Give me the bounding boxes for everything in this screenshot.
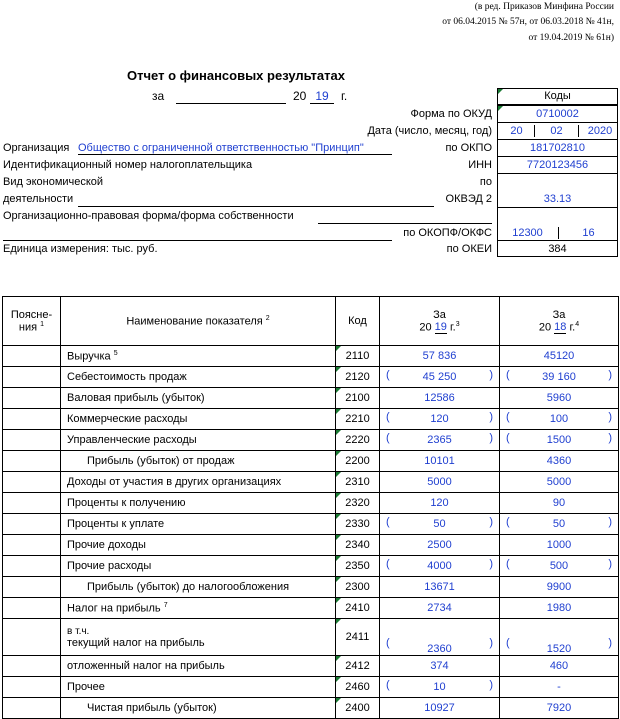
row-explanation-cell (3, 367, 61, 388)
open-paren: ( (506, 369, 510, 381)
close-paren: ) (489, 369, 493, 381)
row-code-cell (336, 598, 380, 619)
row-previous-value-value: 1980 (546, 602, 572, 614)
row-name-cell (61, 493, 336, 514)
row-current-value-value: 10927 (424, 702, 455, 714)
okud-code[interactable]: 0710002 (536, 108, 579, 120)
header-code (336, 297, 380, 346)
close-paren: ) (608, 369, 612, 381)
row-current-value-value: 50 (433, 518, 446, 530)
row-previous-value-value: - (557, 681, 561, 693)
row-name-text: Чистая прибыль (убыток) (87, 702, 217, 714)
codes-header (497, 88, 618, 105)
inn-code[interactable]: 7720123456 (526, 159, 589, 171)
row-code-text: 2460 (345, 681, 370, 693)
organization-name[interactable]: Общество с ограниченной ответственностью "Принцип" (78, 142, 392, 155)
date-month[interactable]: 02 (535, 125, 579, 137)
row-previous-value[interactable] (500, 677, 619, 698)
row-code-text: 2411 (345, 631, 370, 643)
table-row (3, 577, 619, 598)
row-explanation-cell (3, 409, 61, 430)
close-paren: ) (608, 516, 612, 528)
row-previous-value[interactable] (500, 535, 619, 556)
okud-label: Форма по ОКУД (410, 108, 492, 120)
row-previous-value[interactable] (500, 367, 619, 388)
date-day[interactable]: 20 (499, 125, 535, 137)
row-current-value-value: 5000 (427, 476, 452, 488)
edition-note-line-1: (в ред. Приказов Минфина России (474, 2, 614, 12)
codes-header-text: Коды (544, 90, 571, 102)
row-name-cell (61, 514, 336, 535)
row-name-text: отложенный налог на прибыль (67, 660, 225, 672)
row-code-cell (336, 472, 380, 493)
header-name (61, 297, 336, 346)
okopf-label: по ОКОПФ/ОКФС (403, 227, 492, 239)
row-previous-value-value: 7920 (546, 702, 572, 714)
row-name-text: текущий налог на прибыль (67, 636, 205, 649)
open-paren: ( (386, 411, 390, 423)
row-name-prefix: в т.ч. (67, 625, 90, 637)
header-prev-sup: 4 (575, 320, 580, 328)
row-name-text: Коммерческие расходы (67, 413, 188, 425)
row-name-sup: 5 (113, 349, 118, 357)
edition-note-line-3: от 19.04.2019 № 61н) (528, 33, 614, 43)
row-previous-value[interactable] (500, 619, 619, 656)
row-code-text: 2330 (345, 518, 370, 530)
table-row (3, 367, 619, 388)
header-prev-20: 20 (538, 321, 552, 334)
row-code-cell (336, 556, 380, 577)
financial-results-table (2, 296, 619, 719)
row-name-cell (61, 346, 336, 367)
row-name-text: Прибыль (убыток) до налогообложения (87, 581, 290, 593)
row-name-cell (61, 598, 336, 619)
row-name-cell (61, 409, 336, 430)
row-name-text: Доходы от участия в других организациях (67, 476, 282, 488)
row-current-value[interactable] (380, 535, 500, 556)
row-previous-value[interactable] (500, 409, 619, 430)
row-previous-value-value: 1500 (546, 434, 572, 446)
okved-code[interactable]: 33.13 (543, 193, 572, 205)
row-name-cell (61, 619, 336, 656)
row-previous-value-value: 1000 (546, 539, 572, 551)
row-current-value-value: 13671 (424, 581, 455, 593)
header-current-period (380, 297, 500, 346)
row-current-value-value: 45 250 (422, 371, 457, 383)
table-row (3, 619, 619, 656)
row-name-cell (61, 677, 336, 698)
row-current-value-value: 120 (430, 497, 449, 509)
okfs-code[interactable]: 16 (582, 227, 595, 239)
open-paren: ( (506, 411, 510, 423)
row-current-value[interactable] (380, 577, 500, 598)
close-paren: ) (608, 637, 612, 649)
row-explanation-cell (3, 577, 61, 598)
open-paren: ( (386, 432, 390, 444)
row-code-text: 2410 (345, 602, 370, 614)
table-row (3, 451, 619, 472)
edition-note-line-2: от 06.04.2015 № 57н, от 06.03.2018 № 41н, (442, 17, 614, 27)
row-explanation-cell (3, 556, 61, 577)
row-explanation-cell (3, 619, 61, 656)
period-blank (176, 103, 286, 104)
header-explanation-text: Поясне-ния (10, 308, 53, 334)
row-current-value[interactable] (380, 367, 500, 388)
row-previous-value[interactable] (500, 451, 619, 472)
row-code-cell (336, 430, 380, 451)
row-code-text: 2412 (345, 660, 370, 672)
row-previous-value-value: 5960 (546, 392, 572, 404)
open-paren: ( (506, 516, 510, 528)
header-explanation (3, 297, 61, 346)
table-header-row (3, 297, 619, 346)
okopf-code[interactable]: 12300 (497, 227, 559, 239)
activity-blank (78, 206, 434, 207)
row-previous-value[interactable] (500, 598, 619, 619)
close-paren: ) (608, 558, 612, 570)
row-name-cell (61, 388, 336, 409)
table-row (3, 493, 619, 514)
row-current-value-value: 57 836 (422, 350, 457, 362)
close-paren: ) (489, 637, 493, 649)
row-code-cell (336, 514, 380, 535)
open-paren: ( (386, 369, 390, 381)
activity-label-2: деятельности (3, 193, 74, 205)
row-explanation-cell (3, 346, 61, 367)
row-previous-value-value: 39 160 (542, 371, 576, 383)
open-paren: ( (506, 637, 510, 649)
legal-form-label: Организационно-правовая форма/форма собственности (3, 210, 294, 222)
date-label: Дата (число, месяц, год) (367, 125, 492, 137)
row-code-text: 2350 (345, 560, 370, 572)
row-explanation-cell (3, 598, 61, 619)
row-explanation-cell (3, 656, 61, 677)
header-prev-za: За (552, 308, 566, 321)
row-name-text: Налог на прибыль (67, 602, 161, 615)
row-current-value-value: 2734 (427, 602, 452, 614)
row-name-cell (61, 451, 336, 472)
okved-label-2: ОКВЭД 2 (445, 193, 492, 205)
row-name-text: Прибыль (убыток) от продаж (87, 455, 235, 467)
row-code-cell (336, 388, 380, 409)
report-title: Отчет о финансовых результатах (127, 68, 345, 83)
table-row (3, 346, 619, 367)
row-current-value[interactable] (380, 514, 500, 535)
row-previous-value-value: 4360 (546, 455, 572, 467)
close-paren: ) (608, 432, 612, 444)
row-explanation-cell (3, 677, 61, 698)
row-current-value[interactable] (380, 556, 500, 577)
row-code-cell (336, 367, 380, 388)
close-paren: ) (489, 516, 493, 528)
table-row (3, 430, 619, 451)
row-name-text: Прочие расходы (67, 560, 152, 572)
period-suffix: г. (341, 89, 348, 103)
header-cur-za: За (433, 308, 446, 321)
header-prev-year[interactable]: 18 (554, 321, 567, 334)
header-explanation-sup: 1 (40, 320, 45, 328)
row-previous-value[interactable] (500, 472, 619, 493)
row-code-cell (336, 619, 380, 656)
close-paren: ) (608, 411, 612, 423)
row-code-text: 2320 (345, 497, 370, 509)
open-paren: ( (386, 679, 390, 691)
row-code-text: 2220 (345, 434, 370, 446)
row-name-text: Проценты к получению (67, 497, 186, 509)
row-current-value-value: 2365 (427, 434, 452, 446)
row-previous-value-value: 9900 (546, 581, 572, 593)
activity-label-1: Вид экономической (3, 176, 104, 188)
row-previous-value-value: 5000 (546, 476, 572, 488)
table-row (3, 409, 619, 430)
close-paren: ) (489, 679, 493, 691)
row-explanation-cell (3, 472, 61, 493)
table-body (3, 346, 619, 719)
row-previous-value[interactable] (500, 430, 619, 451)
row-code-text: 2300 (345, 581, 370, 593)
row-current-value-value: 10 (433, 681, 446, 693)
row-previous-value-value: 100 (549, 413, 569, 425)
row-name-cell (61, 656, 336, 677)
row-current-value[interactable] (380, 409, 500, 430)
close-paren: ) (489, 558, 493, 570)
row-code-cell (336, 451, 380, 472)
row-explanation-cell (3, 493, 61, 514)
table-row (3, 388, 619, 409)
row-name-cell (61, 430, 336, 451)
row-explanation-cell (3, 388, 61, 409)
row-code-text: 2110 (345, 350, 370, 362)
row-code-cell (336, 677, 380, 698)
row-explanation-cell (3, 430, 61, 451)
row-explanation-cell (3, 451, 61, 472)
okei-code: 384 (548, 243, 567, 255)
table-row (3, 556, 619, 577)
header-prev-g: г. (569, 321, 576, 334)
table-row (3, 656, 619, 677)
row-code-cell (336, 577, 380, 598)
row-code-cell (336, 346, 380, 367)
row-current-value[interactable] (380, 346, 500, 367)
row-current-value-value: 374 (430, 660, 449, 672)
open-paren: ( (506, 432, 510, 444)
row-name-text: Прочие доходы (67, 539, 146, 551)
okei-label: по ОКЕИ (446, 243, 492, 255)
row-code-cell (336, 656, 380, 677)
row-current-value-value: 120 (430, 413, 449, 425)
row-code-cell (336, 493, 380, 514)
open-paren: ( (386, 558, 390, 570)
row-previous-value[interactable] (500, 514, 619, 535)
row-previous-value[interactable] (500, 346, 619, 367)
unit-label: Единица измерения: тыс. руб. (3, 243, 158, 255)
period-year-prefix: 20 (293, 89, 307, 103)
row-current-value-value: 4000 (427, 560, 452, 572)
row-code-text: 2310 (345, 476, 370, 488)
close-paren: ) (489, 432, 493, 444)
header-cur-year[interactable]: 19 (434, 321, 447, 334)
legal-form-blank-1 (318, 223, 492, 224)
legal-form-blank-2 (3, 240, 392, 241)
row-current-value[interactable] (380, 388, 500, 409)
row-current-value[interactable] (380, 598, 500, 619)
row-previous-value[interactable] (500, 577, 619, 598)
row-current-value[interactable] (380, 430, 500, 451)
row-previous-value[interactable] (500, 656, 619, 677)
row-name-text: Управленческие расходы (67, 434, 197, 446)
table-row (3, 535, 619, 556)
row-name-cell (61, 367, 336, 388)
table-row (3, 598, 619, 619)
row-code-text: 2400 (345, 702, 370, 714)
okpo-code[interactable]: 181702810 (529, 142, 586, 154)
header-cur-20: 20 (419, 321, 432, 334)
row-name-sup: 7 (163, 601, 168, 609)
row-code-text: 2210 (345, 413, 370, 425)
row-current-value[interactable] (380, 656, 500, 677)
row-current-value[interactable] (380, 451, 500, 472)
row-previous-value[interactable] (500, 388, 619, 409)
row-name-text: Проценты к уплате (67, 518, 165, 530)
row-code-text: 2200 (345, 455, 370, 467)
row-name-text: Выручка (67, 350, 111, 363)
period-prefix: за (152, 89, 165, 103)
header-code-text: Код (348, 315, 367, 327)
table-row (3, 677, 619, 698)
inn-code-label: ИНН (468, 159, 492, 171)
row-code-text: 2100 (345, 392, 370, 404)
row-name-cell (61, 577, 336, 598)
row-current-value-value: 12586 (424, 392, 455, 404)
row-current-value-value: 10101 (424, 455, 455, 467)
row-current-value[interactable] (380, 677, 500, 698)
row-explanation-cell (3, 535, 61, 556)
row-current-value-value: 2360 (427, 643, 452, 655)
row-previous-value[interactable] (500, 556, 619, 577)
table-row (3, 514, 619, 535)
row-current-value[interactable] (380, 472, 500, 493)
row-previous-value-value: 500 (549, 560, 569, 572)
row-name-text: Прочее (67, 681, 105, 693)
row-previous-value-value: 1520 (546, 643, 572, 655)
row-current-value-value: 2500 (427, 539, 452, 551)
row-previous-value-value: 460 (549, 660, 569, 672)
row-current-value[interactable] (380, 493, 500, 514)
row-code-text: 2340 (345, 539, 370, 551)
header-cur-g: г. (449, 321, 456, 334)
row-previous-value-value: 50 (552, 518, 566, 530)
header-cur-sup: 3 (455, 320, 460, 328)
period-year[interactable]: 19 (310, 89, 334, 104)
row-code-cell (336, 535, 380, 556)
row-previous-value[interactable] (500, 493, 619, 514)
row-current-value[interactable] (380, 619, 500, 656)
okved-label-1: по (479, 176, 492, 188)
organization-label: Организация (3, 142, 70, 154)
open-paren: ( (506, 558, 510, 570)
open-paren: ( (386, 637, 390, 649)
table-row (3, 472, 619, 493)
close-paren: ) (489, 411, 493, 423)
row-previous-value-value: 90 (552, 497, 566, 509)
row-name-text: Валовая прибыль (убыток) (67, 392, 205, 404)
header-previous-period (500, 297, 619, 346)
inn-label: Идентификационный номер налогоплательщика (3, 159, 253, 171)
row-name-cell (61, 472, 336, 493)
row-name-cell (61, 535, 336, 556)
date-year[interactable]: 2020 (587, 125, 613, 137)
row-explanation-cell (3, 514, 61, 535)
open-paren: ( (386, 516, 390, 528)
okpo-label: по ОКПО (445, 142, 492, 154)
row-name-cell (61, 556, 336, 577)
row-name-text: Себестоимость продаж (67, 371, 187, 383)
row-previous-value-value: 45120 (543, 350, 575, 362)
header-name-text: Наименование показателя (126, 315, 263, 328)
row-code-cell (336, 409, 380, 430)
row-code-text: 2120 (345, 371, 370, 383)
header-name-sup: 2 (265, 314, 270, 322)
